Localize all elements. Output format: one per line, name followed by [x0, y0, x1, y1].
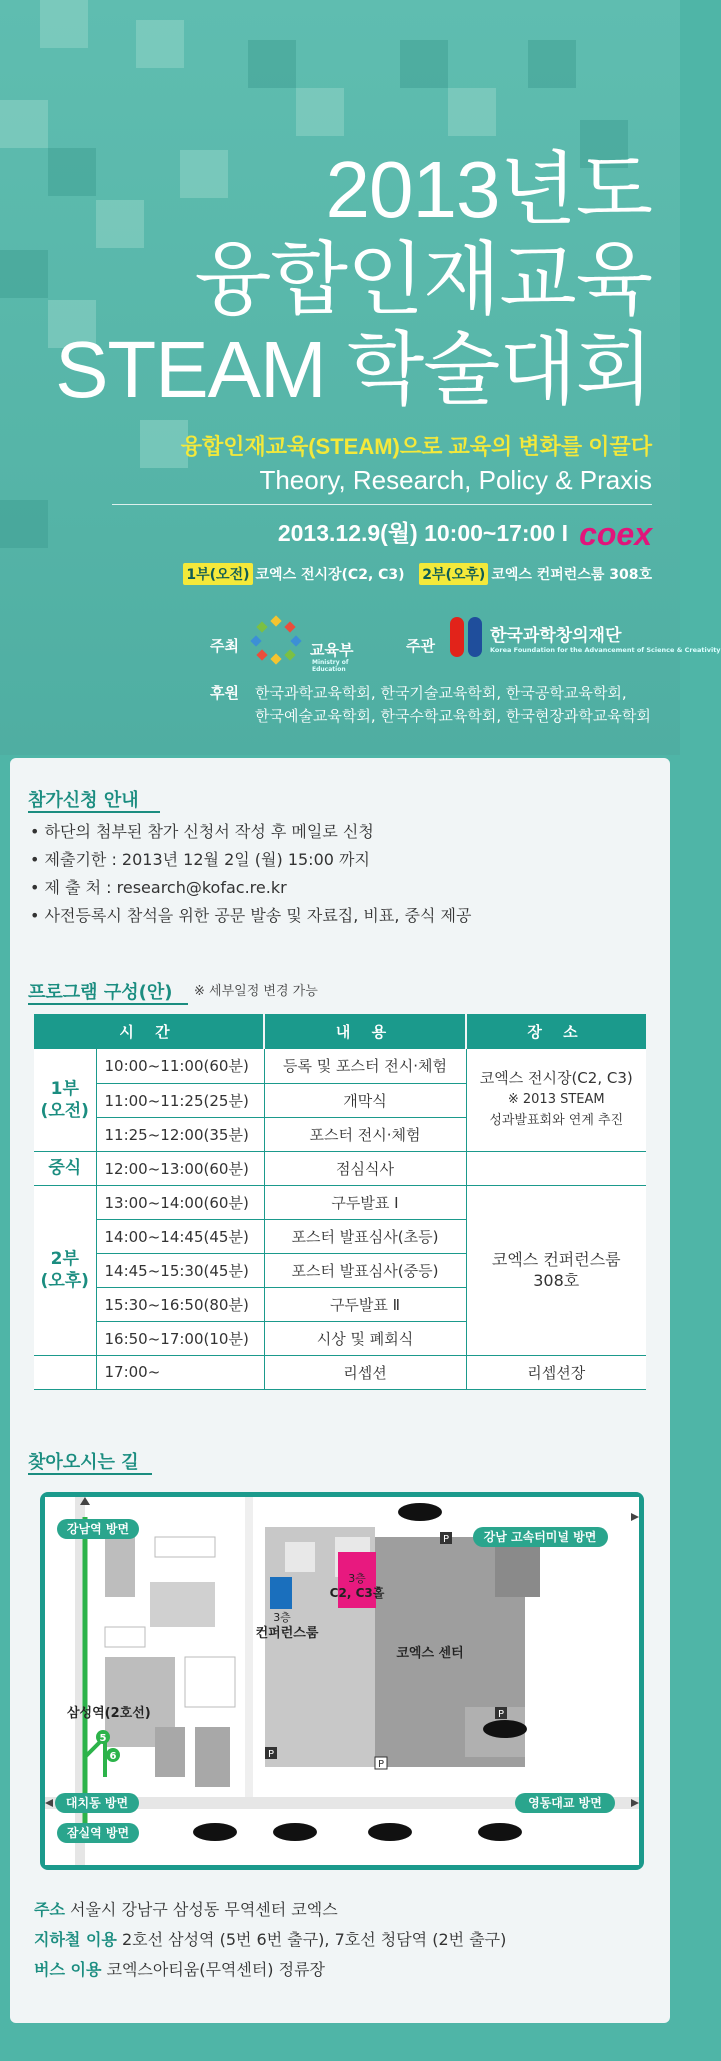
bus-text: 코엑스아티움(무역센터) 정류장 [106, 1960, 325, 1979]
direction-yeongdong: 영동대교 방면 [528, 1796, 602, 1810]
session-label: 2부 [50, 1249, 79, 1269]
address-row [34, 1895, 506, 1925]
session-empty-cell [34, 1355, 96, 1389]
decor-square [400, 40, 448, 88]
exit5-label: 5 [99, 1733, 107, 1744]
tagline-korean: 융합인재교육(STEAM)으로 교육의 변화를 이끌다 [180, 434, 652, 459]
host-label: 주최 [210, 637, 239, 655]
content-cell: 리셉션 [264, 1355, 466, 1389]
list-item: • 사전등록시 참석을 위한 공문 발송 및 자료집, 비표, 중식 제공 [30, 902, 471, 930]
registration-heading: 참가신청 안내 [28, 790, 139, 811]
address-label: 주소 [34, 1900, 65, 1919]
direction-daechi: 대치동 방면 [65, 1796, 129, 1810]
time-cell: 13:00~14:00(60분) [96, 1185, 264, 1219]
place1-cell [466, 1049, 646, 1151]
bus-stop-icon [193, 1823, 237, 1841]
tagline-block [52, 430, 652, 585]
session1-place: 코엑스 전시장(C2, C3) [255, 567, 405, 583]
content-cell: 점심식사 [264, 1151, 466, 1185]
host-row [210, 610, 721, 673]
content-cell: 포스터 전시·체험 [264, 1117, 466, 1151]
parking-label: P [497, 1709, 505, 1720]
bus-row [34, 1955, 506, 1985]
page-title [55, 145, 652, 420]
place-note: 성과발표회와 연계 추진 [489, 1113, 624, 1129]
location-map [40, 1492, 644, 1870]
exit6-label: 6 [109, 1751, 117, 1762]
samseong-station-label: 삼성역(2호선) [67, 1706, 151, 1721]
event-datetime-row [52, 515, 652, 553]
header-banner [0, 0, 721, 755]
hall-c-name: C2, C3홀 [329, 1586, 385, 1600]
content-cell: 시상 및 폐회식 [264, 1321, 466, 1355]
list-item: • 제 출 처 : research@kofac.re.kr [30, 874, 471, 902]
table-header-row [34, 1014, 646, 1049]
content-cell: 구두발표 Ⅱ [264, 1287, 466, 1321]
table-row [34, 1151, 646, 1185]
title-line-year: 2013년도 [325, 145, 652, 234]
time-cell: 14:00~14:45(45분) [96, 1219, 264, 1253]
kofac-emblem-icon [448, 613, 486, 661]
session-label: 1부 [50, 1078, 79, 1099]
kofac-logo [448, 613, 721, 668]
time-cell: 11:25~12:00(35분) [96, 1117, 264, 1151]
program-note: ※ 세부일정 변경 가능 [194, 984, 318, 999]
tagline-english: Theory, Research, Policy & Praxis [259, 465, 652, 495]
bus-label: 버스 이용 [34, 1960, 102, 1979]
time-cell: 14:45~15:30(45분) [96, 1253, 264, 1287]
content-cell: 개막식 [264, 1083, 466, 1117]
decor-square [136, 20, 184, 68]
parking-label: P [377, 1759, 385, 1770]
time-cell: 16:50~17:00(10분) [96, 1321, 264, 1355]
place-empty-cell [466, 1151, 646, 1185]
content-cell: 포스터 발표심사(초등) [264, 1219, 466, 1253]
column-header-content: 내 용 [264, 1014, 466, 1049]
decor-square [0, 100, 48, 148]
title-line-topic: 융합인재교육 [194, 235, 652, 324]
place-room: 308호 [533, 1271, 580, 1290]
subway-row [34, 1925, 506, 1955]
direction-gangnam: 강남역 방면 [66, 1522, 130, 1536]
place3-cell: 리셉션장 [466, 1355, 646, 1389]
decor-square [40, 0, 88, 48]
bus-stop-icon [273, 1823, 317, 1841]
content-cell: 포스터 발표심사(중등) [264, 1253, 466, 1287]
session1-cell [34, 1049, 96, 1151]
kofac-name-en: Korea Foundation for the Advancement of Science & Creativity [490, 646, 721, 654]
decor-square [448, 88, 496, 136]
decor-square [0, 500, 48, 548]
sponsor-line: 한국과학교육학회, 한국기술교육학회, 한국공학교육학회, [255, 684, 627, 702]
bus-stop-icon [368, 1823, 412, 1841]
organizer-label: 주관 [406, 637, 435, 655]
heading-underline [28, 811, 160, 813]
direction-express: 강남 고속터미널 방면 [483, 1530, 597, 1544]
subway-text: 2호선 삼성역 (5번 6번 출구), 7호선 청담역 (2번 출구) [121, 1930, 507, 1949]
divider [112, 504, 652, 505]
conference-room-marker [270, 1577, 292, 1609]
conference-floor: 3층 [273, 1611, 291, 1624]
table-row [34, 1049, 646, 1083]
time-cell: 12:00~13:00(60분) [96, 1151, 264, 1185]
session-period: (오전) [40, 1100, 89, 1121]
hall-c-floor: 3층 [348, 1572, 366, 1585]
session2-cell [34, 1185, 96, 1355]
heading-underline [28, 1003, 188, 1005]
column-header-time: 시 간 [34, 1014, 264, 1049]
content-cell: 구두발표 Ⅰ [264, 1185, 466, 1219]
registration-list [30, 818, 471, 930]
place-name: 코엑스 컨퍼런스룸 [491, 1250, 621, 1269]
event-datetime: 2013.12.9(월) 10:00~17:00 I [277, 520, 568, 546]
sponsor-label: 후원 [210, 684, 239, 702]
bus-stop-icon [483, 1720, 527, 1738]
lunch-cell: 중식 [34, 1151, 96, 1185]
parking-label: P [442, 1534, 450, 1545]
content-cell: 등록 및 포스터 전시·체험 [264, 1049, 466, 1083]
sponsor-block [210, 682, 651, 728]
session1-badge: 1부(오전) [183, 563, 252, 585]
address-block [34, 1895, 506, 1985]
time-cell: 11:00~11:25(25분) [96, 1083, 264, 1117]
session2-badge: 2부(오후) [419, 563, 488, 585]
parking-label: P [267, 1749, 275, 1760]
address-text: 서울시 강남구 삼성동 무역센터 코엑스 [70, 1900, 338, 1919]
directions-heading: 찾아오시는 길 [28, 1452, 139, 1473]
time-cell: 17:00~ [96, 1355, 264, 1389]
moe-name-en: Ministry of Education [312, 659, 349, 673]
session-venues [52, 563, 652, 585]
conference-name: 컨퍼런스룸 [255, 1626, 319, 1641]
program-table [34, 1014, 646, 1390]
session-period: (오후) [40, 1271, 89, 1291]
bus-stop-icon [478, 1823, 522, 1841]
table-row [34, 1185, 646, 1219]
moe-emblem-icon [250, 615, 310, 665]
heading-underline [28, 1473, 152, 1475]
list-item: • 하단의 첨부된 참가 신청서 작성 후 메일로 신청 [30, 818, 471, 846]
program-heading: 프로그램 구성(안) [28, 982, 173, 1003]
table-row [34, 1355, 646, 1389]
bus-stop-icon [398, 1503, 442, 1521]
decor-square [528, 40, 576, 88]
decor-square [296, 88, 344, 136]
column-header-place: 장 소 [466, 1014, 646, 1049]
place2-cell [466, 1185, 646, 1355]
title-line-event: STEAM 학술대회 [55, 325, 652, 414]
list-item: • 제출기한 : 2013년 12월 2일 (월) 15:00 까지 [30, 846, 471, 874]
decor-square [248, 40, 296, 88]
decor-square [0, 250, 48, 298]
moe-logo [250, 615, 380, 673]
direction-jamsil: 잠실역 방면 [66, 1826, 130, 1840]
time-cell: 10:00~11:00(60분) [96, 1049, 264, 1083]
session2-place: 코엑스 컨퍼런스룸 308호 [491, 567, 652, 583]
coex-center-label: 코엑스 센터 [396, 1646, 464, 1661]
map-drawing [45, 1497, 639, 1865]
place-name: 코엑스 전시장(C2, C3) [479, 1069, 633, 1088]
time-cell: 15:30~16:50(80분) [96, 1287, 264, 1321]
subway-label: 지하철 이용 [34, 1930, 117, 1949]
coex-logo: coex [579, 516, 652, 552]
place-note: ※ 2013 STEAM [507, 1092, 605, 1108]
sponsor-line: 한국예술교육학회, 한국수학교육학회, 한국현장과학교육학회 [255, 707, 651, 725]
moe-name: 교육부 [310, 641, 354, 659]
kofac-name: 한국과학창의재단 [490, 626, 622, 646]
